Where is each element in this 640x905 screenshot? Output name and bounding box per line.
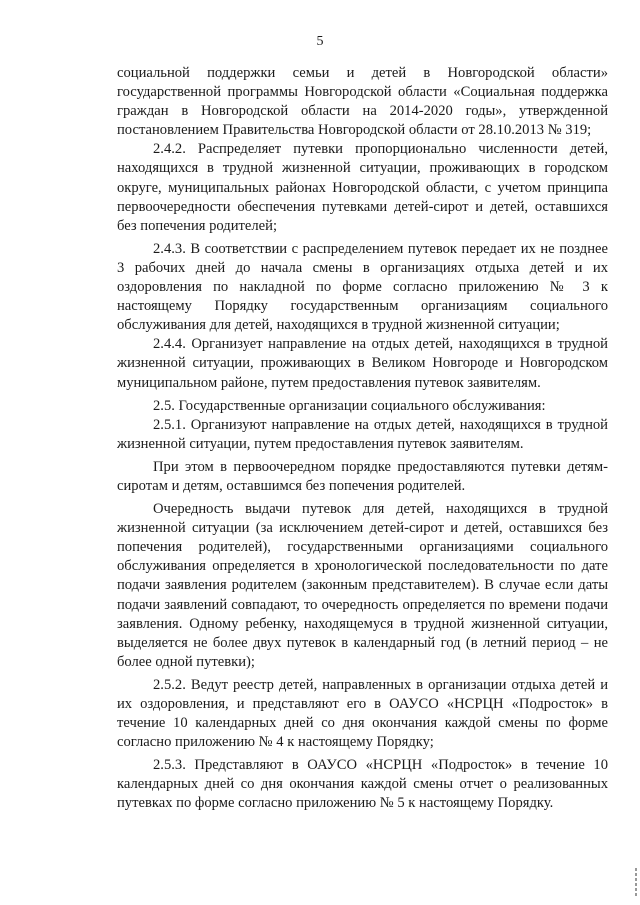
- document-body: [117, 64, 608, 814]
- paragraph-queue-order: Очередность выдачи путевок для детей, находящихся в трудной жизненной ситуации (за исключением детей-сирот и детей, оставшихся без попечения родителей), государственными организациями социального обслуживания определяется в хронологической последовательности по дате подачи заявления родителем (законным представителем). В случае если даты подачи заявлений совпадают, то очередность определяется по времени подачи заявления. Одному ребенку, находящемуся в трудной жизненной ситуации, выделяется не более двух путевок в календарный год (в летний период – не более одной путевки);: [117, 501, 608, 670]
- paragraph-2-4-3: 2.4.3. В соответствии с распределением путевок передает их не позднее 3 рабочих дней до начала смены в организациях отдыха детей и их оздоровления по накладной по форме согласно приложению № 3 к настоящему Порядку государственным организациям социального обслуживания для детей, находящихся в трудной жизненной ситуации;: [117, 240, 608, 334]
- paragraph-2-4-2: 2.4.2. Распределяет путевки пропорционально численности детей, находящихся в трудной жизненной ситуации, проживающих в городском округе, муниципальных районах Новгородской области, с учетом принципа первоочередности обеспечения путевками детей-сирот и детей, оставшихся без попечения родителей;: [117, 141, 608, 234]
- paragraph-orphans-priority: При этом в первоочередном порядке предоставляются путевки детям-сиротам и детям, оставшимся без попечения родителей.: [117, 458, 608, 494]
- scan-edge-mark: [634, 868, 638, 898]
- paragraph-2-5-3: 2.5.3. Представляют в ОАУСО «НСРЦН «Подросток» в течение 10 календарных дней со дня окончания каждой смены отчет о реализованных путевках по форме согласно приложению № 5 к настоящему Порядку.: [117, 757, 608, 812]
- paragraph-continuation: социальной поддержки семьи и детей в Новгородской области» государственной программы Новгородской области «Социальная поддержка граждан в Новгородской области на 2014-2020 годы», утвержденной постановлением Правительства Новгородской области от 28.10.2013 № 319;: [117, 65, 608, 139]
- paragraph-2-4-4: 2.4.4. Организует направление на отдых детей, находящихся в трудной жизненной ситуации, проживающих в Великом Новгороде и Новгородском муниципальном районе, путем предоставления путевок заявителям.: [117, 336, 608, 391]
- paragraph-2-5: 2.5. Государственные организации социального обслуживания:: [153, 397, 546, 414]
- paragraph-2-5-2: 2.5.2. Ведут реестр детей, направленных в организации отдыха детей и их оздоровления, и представляют его в ОАУСО «НСРЦН «Подросток» в течение 10 календарных дней со дня окончания каждой смены по форме согласно приложению № 4 к настоящему Порядку;: [117, 676, 608, 751]
- paragraph-2-5-1: 2.5.1. Организуют направление на отдых детей, находящихся в трудной жизненной ситуации, путем предоставления путевок заявителям.: [117, 416, 608, 452]
- page-number: 5: [316, 34, 324, 49]
